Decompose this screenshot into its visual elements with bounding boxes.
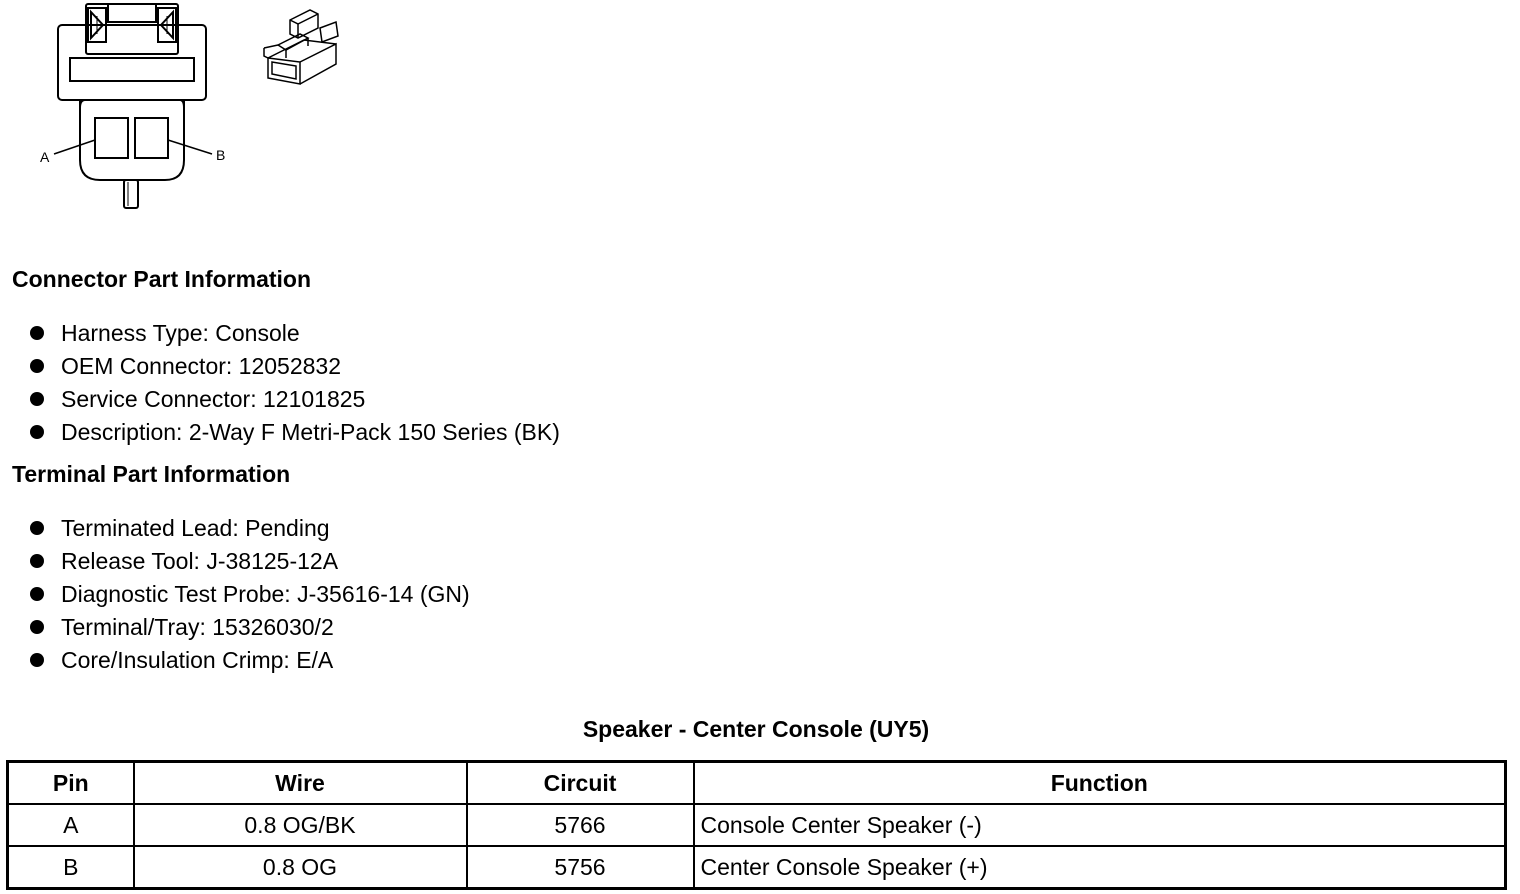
table-row xyxy=(8,804,1506,846)
cell-function: Console Center Speaker (-) xyxy=(694,804,1506,846)
list-item-text: Description: 2-Way F Metri-Pack 150 Series (BK) xyxy=(61,419,560,445)
terminal-part-info-heading: Terminal Part Information xyxy=(12,461,291,487)
list-item xyxy=(28,613,470,646)
bullet-icon xyxy=(30,425,44,439)
connector-front-view-diagram xyxy=(28,0,233,215)
column-header-wire: Wire xyxy=(134,762,467,805)
list-item xyxy=(28,514,470,547)
connector-isometric-view-diagram xyxy=(258,2,348,87)
list-item xyxy=(28,547,470,580)
bullet-icon xyxy=(30,620,44,634)
list-item xyxy=(28,418,560,451)
list-item xyxy=(28,580,470,613)
bullet-icon xyxy=(30,521,44,535)
bullet-icon xyxy=(30,554,44,568)
bullet-icon xyxy=(30,326,44,340)
list-item xyxy=(28,319,560,352)
cell-circuit: 5766 xyxy=(467,804,694,846)
cell-pin: B xyxy=(8,846,134,889)
list-item-text: Service Connector: 12101825 xyxy=(61,386,366,412)
cell-wire: 0.8 OG xyxy=(134,846,467,889)
column-header-pin: Pin xyxy=(8,762,134,805)
cell-pin: A xyxy=(8,804,134,846)
list-item xyxy=(28,385,560,418)
connector-part-info-heading: Connector Part Information xyxy=(12,266,312,292)
list-item-text: OEM Connector: 12052832 xyxy=(61,353,342,379)
cell-wire: 0.8 OG/BK xyxy=(134,804,467,846)
table-header-row xyxy=(8,762,1506,805)
cell-function: Center Console Speaker (+) xyxy=(694,846,1506,889)
column-header-function: Function xyxy=(694,762,1506,805)
table-row xyxy=(8,846,1506,889)
connector-part-info-list xyxy=(28,319,560,451)
list-item-text: Core/Insulation Crimp: E/A xyxy=(61,647,334,673)
cell-circuit: 5756 xyxy=(467,846,694,889)
terminal-part-info-list xyxy=(28,514,470,679)
pin-table xyxy=(6,760,1507,890)
bullet-icon xyxy=(30,392,44,406)
list-item-text: Terminal/Tray: 15326030/2 xyxy=(61,614,334,640)
pin-table-title: Speaker - Center Console (UY5) xyxy=(582,716,930,742)
column-header-circuit: Circuit xyxy=(467,762,694,805)
bullet-icon xyxy=(30,359,44,373)
list-item xyxy=(28,352,560,385)
pin-label-a: A xyxy=(40,149,50,165)
bullet-icon xyxy=(30,653,44,667)
list-item-text: Harness Type: Console xyxy=(61,320,300,346)
pin-label-b: B xyxy=(216,147,226,163)
list-item-text: Diagnostic Test Probe: J-35616-14 (GN) xyxy=(61,581,470,607)
list-item-text: Release Tool: J-38125-12A xyxy=(61,548,339,574)
bullet-icon xyxy=(30,587,44,601)
list-item-text: Terminated Lead: Pending xyxy=(61,515,330,541)
list-item xyxy=(28,646,470,679)
